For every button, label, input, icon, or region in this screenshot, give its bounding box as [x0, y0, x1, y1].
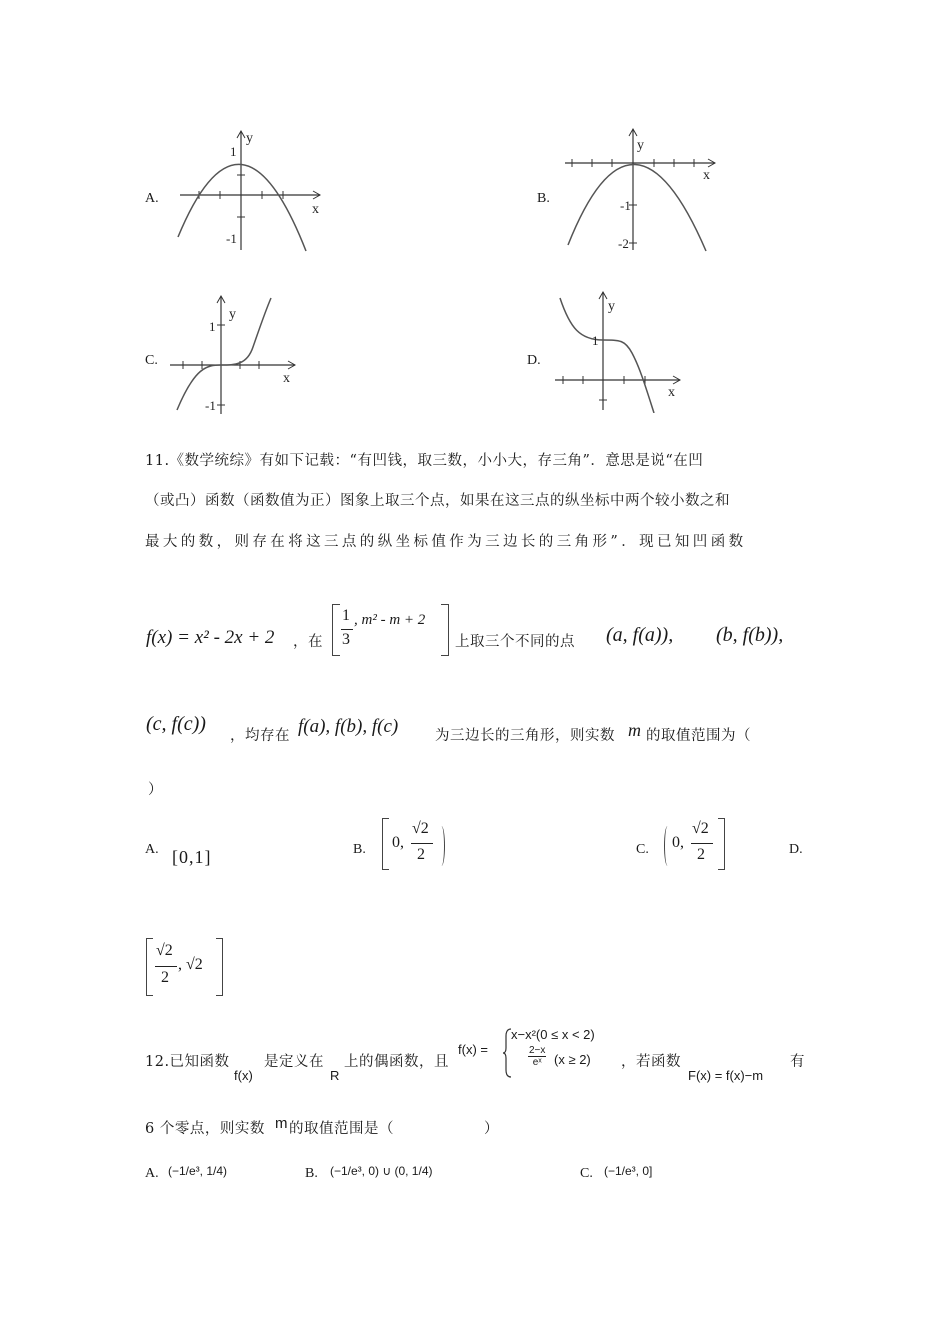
- x-axis-label: x: [283, 371, 290, 386]
- q12-mid3: ，若函数: [621, 1054, 681, 1070]
- x-axis-label: x: [703, 168, 710, 183]
- tick-label: -1: [620, 198, 631, 213]
- y-axis-label: y: [229, 307, 236, 322]
- q12-R: R: [330, 1068, 340, 1083]
- graph-option-c: [165, 292, 305, 417]
- q11-option-c: 0, √2 2: [662, 818, 726, 870]
- q11-point-b: (b, f(b)),: [716, 624, 784, 646]
- q11-take-text: 上取三个不同的点: [455, 634, 575, 650]
- tick-label: -2: [618, 236, 629, 251]
- graph-option-c-label: C.: [145, 353, 158, 368]
- q11-option-c-label: C.: [636, 842, 649, 857]
- cubic-curve: [560, 298, 654, 413]
- q11-interval: [332, 604, 452, 656]
- q11-range-text: 的取值范围为（: [646, 728, 751, 744]
- q12-option-b: (−1/e³, 0) ∪ (0, 1/4): [330, 1164, 433, 1178]
- x-axis-label: x: [668, 385, 675, 400]
- q12-prefix: 12.已知函数: [145, 1054, 230, 1070]
- q11-option-b-label: B.: [353, 842, 366, 857]
- q12-option-c-label: C.: [580, 1166, 593, 1181]
- y-axis-label: y: [637, 138, 644, 153]
- tick-label: -1: [226, 231, 237, 246]
- q12-case2-cond: (x ≥ 2): [554, 1052, 591, 1067]
- q12-mid2: 上的偶函数，且: [344, 1054, 449, 1070]
- graph-option-a-label: A.: [145, 191, 159, 206]
- tick-label: 1: [209, 319, 216, 334]
- graph-option-d-label: D.: [527, 353, 541, 368]
- tick-label: 1: [592, 333, 599, 348]
- graph-option-b: [560, 125, 720, 255]
- q11-all-exist: ，均存在: [230, 728, 290, 744]
- q12-Fx: F(x) = f(x)−m: [688, 1068, 764, 1083]
- q12-option-a: (−1/e³, 1/4): [168, 1164, 228, 1178]
- q12-line2-m: m: [275, 1115, 288, 1132]
- tick-label: -1: [205, 398, 216, 413]
- q11-line1: 11.《数学统综》有如下记载：“有凹钱，取三数，小小大，存三角”．意思是说“在凹: [145, 453, 704, 469]
- q12-case2-frac: 2−x eˣ: [529, 1045, 546, 1068]
- q12-line2-a: 6 个零点，则实数: [145, 1121, 265, 1137]
- graph-option-b-label: B.: [537, 191, 550, 206]
- q11-option-a-label: A.: [145, 842, 159, 857]
- q12-case1: x−x²(0 ≤ x < 2): [511, 1027, 595, 1042]
- tick-label: 1: [230, 144, 237, 159]
- q12-fx-eq: f(x) =: [458, 1042, 488, 1057]
- graph-option-d: [550, 288, 690, 413]
- q11-m-var: m: [628, 720, 641, 740]
- q11-option-d: √2 2 , √2: [146, 938, 226, 998]
- q11-option-b: 0, √2 2: [382, 818, 446, 870]
- y-axis-label: y: [246, 131, 253, 146]
- y-axis-label: y: [608, 299, 615, 314]
- q11-line3: 最大的数，则存在将这三点的纵坐标值作为三边长的三角形”．现已知凹函数: [145, 534, 747, 550]
- q11-comma-zai: ，在: [293, 634, 323, 650]
- q12-suffix: 有: [790, 1054, 805, 1070]
- q11-line2: （或凸）函数（函数值为正）图象上取三个点，如果在这三点的纵坐标中两个较小数之和: [145, 493, 730, 509]
- q12-fx: f(x): [234, 1068, 253, 1083]
- q12-option-c: (−1/e³, 0]: [604, 1164, 653, 1178]
- parabola-curve: [178, 164, 306, 251]
- q11-point-a: (a, f(a)),: [606, 624, 674, 646]
- piecewise-brace: [503, 1028, 511, 1078]
- q11-triangle-text: 为三边长的三角形，则实数: [435, 728, 615, 744]
- q11-point-c: (c, f(c)): [146, 713, 206, 735]
- interval-denominator: 3: [342, 631, 350, 648]
- cubic-curve: [177, 298, 271, 410]
- q12-option-b-label: B.: [305, 1166, 318, 1181]
- interval-upper: , m² - m + 2: [354, 612, 426, 628]
- q11-option-a: [0,1]: [172, 847, 212, 867]
- q12-mid1: 是定义在: [264, 1054, 324, 1070]
- q12-option-a-label: A.: [145, 1166, 159, 1181]
- q12-line2-b: 的取值范围是（: [289, 1121, 394, 1137]
- parabola-curve: [568, 164, 706, 251]
- q12-line2-c: ）: [484, 1121, 499, 1137]
- interval-numerator: 1: [342, 607, 350, 624]
- x-axis-label: x: [312, 202, 319, 217]
- q11-close-paren: ）: [148, 782, 163, 798]
- q11-option-d-label: D.: [789, 842, 803, 857]
- graph-option-a: [170, 125, 330, 255]
- q11-function: f(x) = x² - 2x + 2: [146, 627, 275, 648]
- q11-values: f(a), f(b), f(c): [298, 716, 399, 737]
